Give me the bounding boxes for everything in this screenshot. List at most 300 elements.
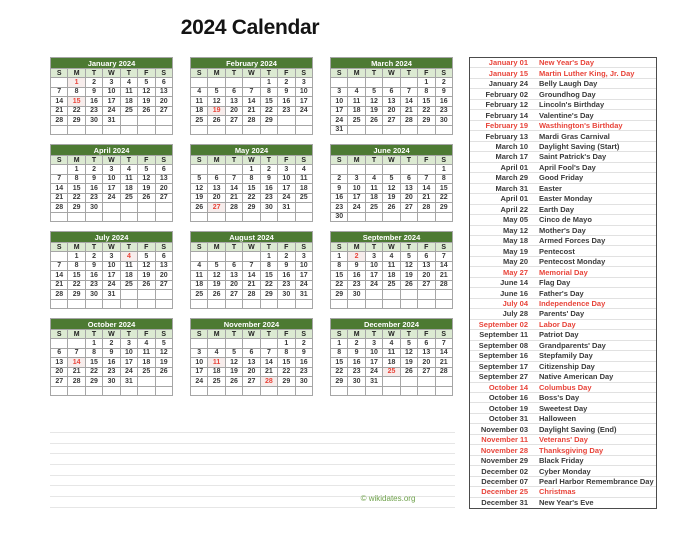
month-header-row (191, 145, 313, 156)
empty-day-cell (348, 299, 365, 309)
day-cell: 22 (68, 106, 85, 116)
holiday-name: Saint Patrick's Day (539, 152, 607, 162)
day-cell: 1 (278, 339, 295, 349)
empty-day-cell (225, 165, 242, 175)
day-cell: 3 (295, 252, 312, 262)
week-row (51, 261, 173, 271)
holiday-row (470, 131, 656, 141)
day-cell: 4 (383, 339, 400, 349)
empty-day-cell (295, 212, 312, 222)
day-cell: 5 (138, 78, 155, 88)
weekday-header: S (435, 243, 452, 252)
day-cell: 14 (243, 97, 260, 107)
day-cell: 20 (155, 97, 172, 107)
day-cell: 5 (400, 252, 417, 262)
day-cell: 24 (120, 367, 137, 377)
day-cell: 11 (383, 261, 400, 271)
empty-day-cell (260, 125, 277, 135)
empty-day-cell (103, 125, 120, 135)
week-row (331, 212, 453, 222)
weekday-header: M (68, 69, 85, 78)
day-cell: 8 (68, 87, 85, 97)
month-title: March 2024 (331, 58, 453, 69)
day-cell: 14 (51, 271, 68, 281)
weekday-header: T (225, 156, 242, 165)
day-cell: 25 (120, 280, 137, 290)
week-row (331, 367, 453, 377)
holiday-name: Armed Forces Day (539, 236, 606, 246)
day-cell: 4 (120, 252, 137, 262)
holiday-row (470, 414, 656, 424)
empty-day-cell (365, 299, 382, 309)
day-cell: 1 (68, 252, 85, 262)
day-cell: 11 (383, 348, 400, 358)
weekday-header: F (138, 243, 155, 252)
week-row (191, 184, 313, 194)
weekday-header: S (435, 330, 452, 339)
day-cell: 7 (51, 261, 68, 271)
holiday-row (470, 194, 656, 204)
empty-day-cell (155, 212, 172, 222)
day-cell: 19 (225, 367, 242, 377)
week-row (191, 358, 313, 368)
empty-day-cell (243, 386, 260, 396)
weekday-header: W (383, 156, 400, 165)
empty-day-cell (138, 125, 155, 135)
holiday-date: January 01 (488, 58, 528, 68)
empty-day-cell (383, 212, 400, 222)
day-cell: 27 (225, 290, 242, 300)
empty-day-cell (348, 386, 365, 396)
empty-day-cell (435, 386, 452, 396)
empty-day-cell (243, 125, 260, 135)
week-row (191, 165, 313, 175)
empty-day-cell (260, 339, 277, 349)
day-cell: 6 (208, 174, 225, 184)
ruled-line (50, 453, 455, 454)
empty-day-cell (400, 212, 417, 222)
day-cell: 27 (51, 377, 68, 387)
empty-day-cell (120, 212, 137, 222)
day-cell: 9 (85, 174, 102, 184)
day-cell: 21 (243, 106, 260, 116)
day-cell: 29 (260, 116, 277, 126)
day-cell: 3 (191, 348, 208, 358)
empty-day-cell (243, 252, 260, 262)
day-cell: 15 (260, 97, 277, 107)
day-cell: 13 (400, 184, 417, 194)
day-cell: 17 (365, 358, 382, 368)
day-cell: 30 (435, 116, 452, 126)
day-cell: 7 (435, 252, 452, 262)
day-cell: 27 (208, 203, 225, 213)
day-cell: 9 (85, 261, 102, 271)
day-cell: 21 (68, 367, 85, 377)
week-row (51, 184, 173, 194)
holiday-row (470, 142, 656, 152)
holiday-row (470, 487, 656, 497)
empty-day-cell (331, 78, 348, 88)
weekday-header: F (278, 330, 295, 339)
day-cell: 13 (383, 97, 400, 107)
holiday-name: Independence Day (539, 299, 606, 309)
day-cell: 16 (103, 358, 120, 368)
day-cell: 11 (208, 358, 225, 368)
week-row (331, 106, 453, 116)
holiday-date: May 05 (502, 215, 528, 225)
empty-day-cell (383, 165, 400, 175)
day-cell: 7 (51, 174, 68, 184)
holiday-row (470, 299, 656, 309)
day-cell: 23 (85, 106, 102, 116)
day-cell: 20 (418, 271, 435, 281)
day-cell: 5 (208, 261, 225, 271)
day-cell: 10 (103, 174, 120, 184)
day-cell: 30 (103, 377, 120, 387)
day-cell: 28 (260, 377, 277, 387)
holiday-date: September 02 (478, 319, 528, 329)
month-header-row (51, 58, 173, 69)
week-row (191, 193, 313, 203)
day-cell: 5 (225, 348, 242, 358)
empty-day-cell (278, 116, 295, 126)
weekday-header: T (120, 330, 137, 339)
day-cell: 7 (225, 174, 242, 184)
empty-day-cell (243, 78, 260, 88)
week-row (51, 116, 173, 126)
empty-day-cell (418, 299, 435, 309)
empty-day-cell (208, 78, 225, 88)
day-cell: 9 (331, 184, 348, 194)
day-cell: 28 (243, 116, 260, 126)
day-cell: 19 (138, 184, 155, 194)
holiday-date: December 25 (481, 487, 528, 497)
holiday-name: Belly Laugh Day (539, 79, 598, 89)
weekday-header: S (51, 156, 68, 165)
holiday-name: Daylight Saving (Start) (539, 141, 620, 151)
holiday-row (470, 215, 656, 225)
holiday-row (470, 466, 656, 476)
holiday-row (470, 246, 656, 256)
day-cell: 5 (138, 252, 155, 262)
day-cell: 29 (435, 203, 452, 213)
day-cell: 26 (400, 280, 417, 290)
day-cell: 26 (400, 367, 417, 377)
day-cell: 21 (400, 106, 417, 116)
day-cell: 24 (331, 116, 348, 126)
weekday-header: F (418, 330, 435, 339)
holiday-name: Easter Monday (539, 194, 593, 204)
empty-day-cell (138, 290, 155, 300)
day-cell: 2 (348, 252, 365, 262)
empty-day-cell (225, 386, 242, 396)
week-row (331, 290, 453, 300)
empty-day-cell (208, 165, 225, 175)
holiday-row (470, 236, 656, 246)
week-row (191, 348, 313, 358)
holiday-name: Christmas (539, 487, 576, 497)
day-cell: 23 (85, 280, 102, 290)
day-cell: 23 (260, 193, 277, 203)
day-cell: 4 (138, 339, 155, 349)
day-cell: 9 (435, 87, 452, 97)
day-cell: 29 (278, 377, 295, 387)
day-cell: 8 (331, 261, 348, 271)
weekday-header: S (295, 156, 312, 165)
day-cell: 10 (191, 358, 208, 368)
day-cell: 2 (331, 174, 348, 184)
weekday-header: M (208, 330, 225, 339)
empty-day-cell (208, 252, 225, 262)
day-cell: 15 (68, 271, 85, 281)
weekday-header: W (243, 243, 260, 252)
day-cell: 1 (418, 78, 435, 88)
holiday-row (470, 351, 656, 361)
empty-day-cell (225, 339, 242, 349)
day-cell: 23 (348, 367, 365, 377)
day-cell: 22 (418, 106, 435, 116)
day-cell: 12 (191, 184, 208, 194)
holiday-date: September 27 (478, 372, 528, 382)
weekday-header: F (278, 243, 295, 252)
week-row (191, 116, 313, 126)
week-row (331, 299, 453, 309)
empty-day-cell (331, 165, 348, 175)
week-row (51, 386, 173, 396)
day-cell: 26 (138, 280, 155, 290)
holiday-name: Native American Day (539, 372, 614, 382)
day-cell: 15 (260, 271, 277, 281)
day-cell: 16 (348, 358, 365, 368)
empty-day-cell (120, 290, 137, 300)
day-cell: 15 (435, 184, 452, 194)
empty-day-cell (365, 125, 382, 135)
day-cell: 13 (225, 97, 242, 107)
day-cell: 6 (225, 87, 242, 97)
day-cell: 17 (295, 271, 312, 281)
empty-day-cell (120, 203, 137, 213)
day-cell: 25 (383, 367, 400, 377)
holiday-date: April 22 (500, 204, 528, 214)
empty-day-cell (243, 339, 260, 349)
empty-day-cell (138, 377, 155, 387)
month-title: June 2024 (331, 145, 453, 156)
day-cell: 25 (383, 280, 400, 290)
weekday-header: T (260, 69, 277, 78)
day-cell: 8 (68, 174, 85, 184)
day-cell: 19 (400, 358, 417, 368)
holiday-name: Pentecost Monday (539, 257, 606, 267)
day-cell: 29 (85, 377, 102, 387)
day-cell: 18 (191, 280, 208, 290)
day-cell: 13 (155, 87, 172, 97)
day-cell: 13 (243, 358, 260, 368)
holiday-date: November 29 (480, 456, 528, 466)
holiday-row (470, 68, 656, 78)
month-header-row (191, 58, 313, 69)
week-row (51, 78, 173, 88)
day-cell: 24 (103, 280, 120, 290)
day-cell: 15 (278, 358, 295, 368)
empty-day-cell (225, 125, 242, 135)
empty-day-cell (383, 299, 400, 309)
month-calendar-july-2024 (50, 231, 173, 309)
day-cell: 26 (225, 377, 242, 387)
day-cell: 13 (155, 174, 172, 184)
holiday-row (470, 435, 656, 445)
holiday-name: Labor Day (539, 319, 576, 329)
empty-day-cell (400, 78, 417, 88)
day-cell: 29 (68, 203, 85, 213)
day-cell: 15 (331, 271, 348, 281)
empty-day-cell (155, 116, 172, 126)
day-cell: 18 (120, 184, 137, 194)
day-cell: 2 (278, 78, 295, 88)
holiday-row (470, 79, 656, 89)
day-cell: 10 (365, 261, 382, 271)
holiday-row (470, 205, 656, 215)
month-calendar-june-2024 (330, 144, 453, 222)
weekday-header: F (278, 156, 295, 165)
weekday-header: M (348, 69, 365, 78)
empty-day-cell (365, 212, 382, 222)
month-header-row (331, 319, 453, 330)
day-cell: 6 (155, 78, 172, 88)
day-cell: 26 (208, 116, 225, 126)
holiday-date: March 10 (495, 141, 528, 151)
weekday-header: W (383, 243, 400, 252)
day-cell: 24 (103, 193, 120, 203)
week-row (51, 339, 173, 349)
week-row (331, 386, 453, 396)
day-cell: 29 (68, 290, 85, 300)
day-cell: 14 (243, 271, 260, 281)
month-calendar-august-2024 (190, 231, 313, 309)
day-cell: 22 (331, 367, 348, 377)
weekday-header: F (138, 330, 155, 339)
weekday-header: T (85, 243, 102, 252)
empty-day-cell (138, 116, 155, 126)
day-cell: 6 (383, 87, 400, 97)
day-cell: 21 (51, 193, 68, 203)
week-row (51, 252, 173, 262)
week-row (51, 280, 173, 290)
day-cell: 17 (348, 193, 365, 203)
empty-day-cell (68, 299, 85, 309)
empty-day-cell (331, 299, 348, 309)
empty-day-cell (348, 165, 365, 175)
weekday-header: M (68, 156, 85, 165)
weekday-header-row (191, 69, 313, 78)
day-cell: 10 (103, 261, 120, 271)
empty-day-cell (418, 377, 435, 387)
day-cell: 25 (295, 193, 312, 203)
day-cell: 27 (155, 280, 172, 290)
day-cell: 6 (418, 339, 435, 349)
holiday-date: May 18 (502, 236, 528, 246)
day-cell: 5 (365, 87, 382, 97)
weekday-header-row (191, 330, 313, 339)
week-row (191, 271, 313, 281)
empty-day-cell (191, 78, 208, 88)
day-cell: 23 (85, 193, 102, 203)
week-row (331, 125, 453, 135)
weekday-header-row (191, 156, 313, 165)
weekday-header: M (348, 243, 365, 252)
weekday-header: W (103, 330, 120, 339)
day-cell: 26 (208, 290, 225, 300)
day-cell: 18 (295, 184, 312, 194)
day-cell: 17 (295, 97, 312, 107)
week-row (191, 212, 313, 222)
empty-day-cell (418, 165, 435, 175)
weekday-header: M (68, 243, 85, 252)
weekday-header: M (348, 330, 365, 339)
months-grid (50, 57, 453, 396)
holiday-row (470, 278, 656, 288)
empty-day-cell (418, 386, 435, 396)
day-cell: 26 (383, 203, 400, 213)
day-cell: 11 (191, 97, 208, 107)
day-cell: 31 (103, 116, 120, 126)
day-cell: 21 (260, 367, 277, 377)
holiday-row (470, 257, 656, 267)
month-header-row (191, 232, 313, 243)
day-cell: 27 (418, 367, 435, 377)
day-cell: 16 (85, 271, 102, 281)
weekday-header-row (331, 156, 453, 165)
empty-day-cell (383, 78, 400, 88)
day-cell: 10 (295, 87, 312, 97)
day-cell: 1 (435, 165, 452, 175)
day-cell: 13 (208, 184, 225, 194)
weekday-header: T (365, 330, 382, 339)
day-cell: 22 (260, 280, 277, 290)
week-row (191, 386, 313, 396)
weekday-header: S (191, 330, 208, 339)
holiday-date: February 14 (485, 110, 528, 120)
day-cell: 9 (85, 87, 102, 97)
month-title: August 2024 (191, 232, 313, 243)
holiday-name: Citizenship Day (539, 361, 595, 371)
ruled-line (50, 507, 455, 508)
holiday-row (470, 267, 656, 277)
holiday-date: February 19 (485, 121, 528, 131)
empty-day-cell (191, 386, 208, 396)
weekday-header: F (418, 243, 435, 252)
empty-day-cell (295, 125, 312, 135)
day-cell: 14 (51, 97, 68, 107)
holiday-date: May 20 (502, 257, 528, 267)
holiday-name: Pearl Harbor Remembrance Day (539, 476, 654, 486)
month-title: January 2024 (51, 58, 173, 69)
weekday-header: T (85, 69, 102, 78)
day-cell: 8 (418, 87, 435, 97)
holiday-date: October 19 (488, 403, 528, 413)
day-cell: 26 (138, 106, 155, 116)
weekday-header: W (243, 69, 260, 78)
day-cell: 28 (51, 290, 68, 300)
day-cell: 18 (191, 106, 208, 116)
empty-day-cell (208, 212, 225, 222)
day-cell: 29 (418, 116, 435, 126)
day-cell: 25 (348, 116, 365, 126)
week-row (331, 184, 453, 194)
weekday-header: T (225, 243, 242, 252)
day-cell: 20 (225, 106, 242, 116)
day-cell: 25 (208, 377, 225, 387)
day-cell: 12 (208, 97, 225, 107)
